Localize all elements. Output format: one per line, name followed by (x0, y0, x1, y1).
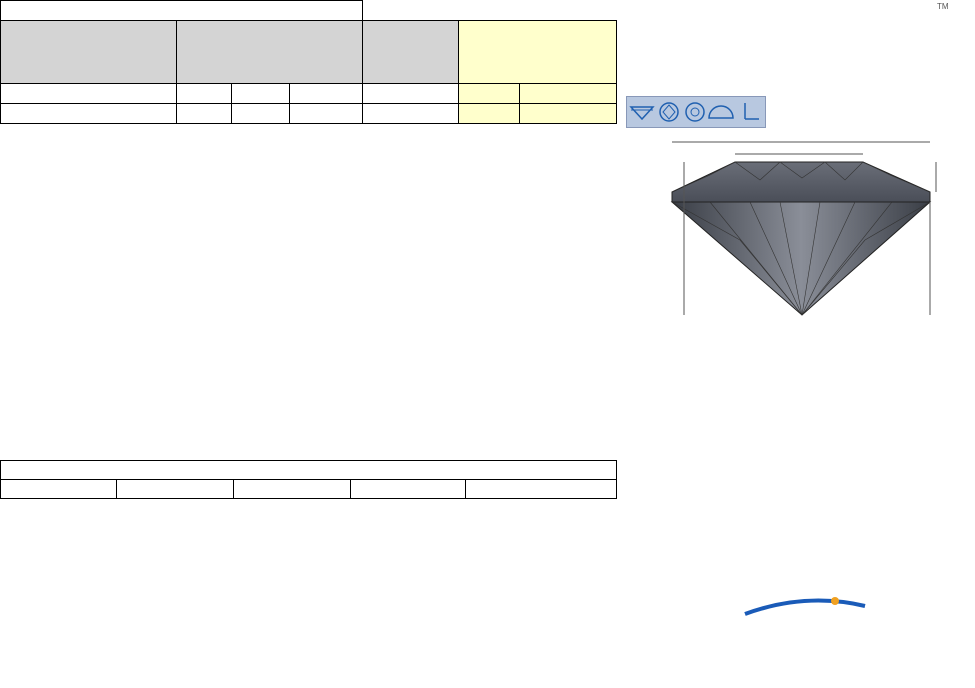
measurement-table (0, 0, 617, 124)
profile-view-icon[interactable] (631, 107, 653, 119)
sym-value (520, 104, 617, 124)
sym-label (459, 104, 520, 124)
view-toolbar-icons (627, 97, 765, 127)
avg-header (290, 84, 363, 104)
weight-header (1, 21, 177, 84)
stone-label (1, 1, 363, 21)
measured-header (177, 21, 363, 84)
dev-header (459, 84, 520, 104)
crown-shape (672, 162, 930, 202)
sarin-swoosh-icon (735, 592, 875, 662)
gia-symmetry-header (459, 21, 617, 84)
cut-value (363, 104, 459, 124)
req-col-excellent (117, 480, 234, 499)
req-col-very-good (234, 480, 351, 499)
ruler-icon[interactable] (745, 103, 759, 119)
gia-facetware-logo (650, 2, 950, 52)
max-header (232, 84, 290, 104)
diamond-profile-diagram (620, 130, 975, 330)
pavilion-shape (672, 202, 930, 315)
min-header (177, 84, 232, 104)
rounded-header (363, 84, 459, 104)
req-col-fair (466, 480, 617, 499)
estimated-grade-label (1, 104, 177, 124)
grade-header (520, 84, 617, 104)
symmetry-top-view (688, 368, 928, 588)
requirements-title (1, 461, 617, 480)
trademark-mark: TM (937, 2, 949, 11)
gia-cut-header (363, 21, 459, 84)
requirements-table (0, 460, 617, 499)
girdle-graph (0, 575, 620, 655)
top-view-icon[interactable] (660, 103, 678, 121)
protractor-icon[interactable] (709, 106, 733, 118)
view-toolbar (626, 96, 766, 128)
cut-label (290, 104, 363, 124)
bottom-view-icon[interactable] (686, 103, 704, 121)
sarin-logo (735, 592, 875, 662)
req-col-good (351, 480, 466, 499)
